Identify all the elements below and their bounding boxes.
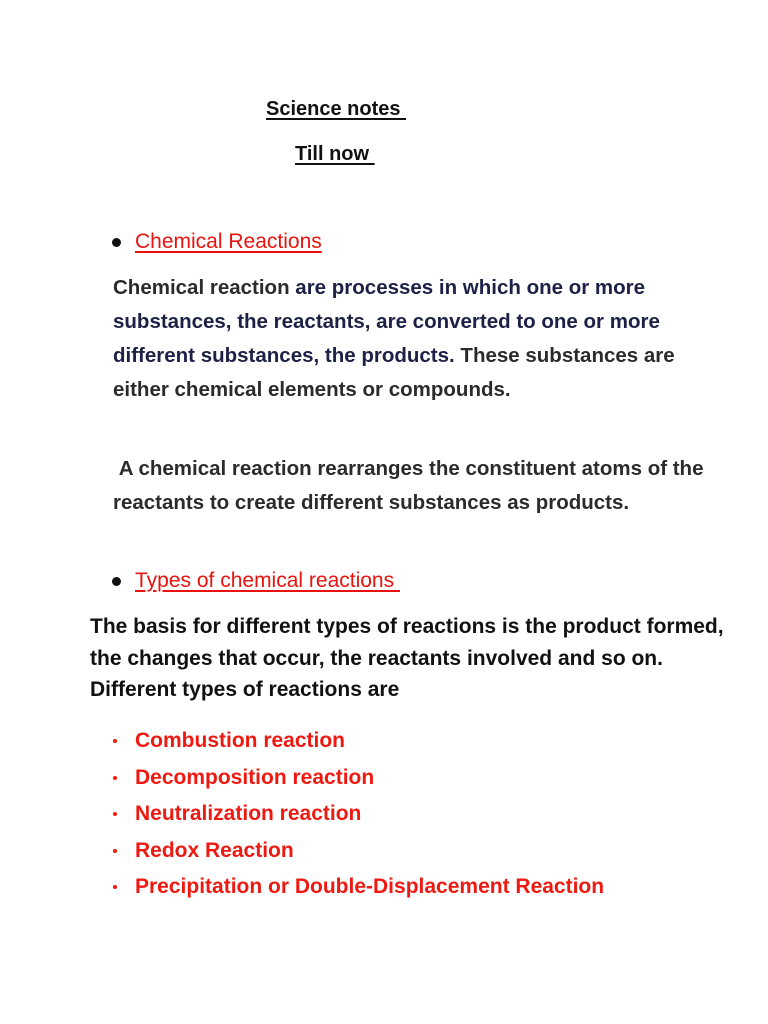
- rearrangement-paragraph: A chemical reaction rearranges the constituent atoms of the reactants to create different substances as products.: [113, 457, 710, 514]
- definition-part-1: Chemical reaction: [113, 276, 296, 299]
- bullet-icon: [113, 812, 117, 816]
- types-intro-paragraph: The basis for different types of reactions is the product formed, the changes that occur, the reactants involved and so on. Different types of reactions are: [90, 615, 724, 701]
- definition-paragraph: [113, 271, 713, 407]
- reaction-type-label: Precipitation or Double-Displacement Reaction: [135, 875, 605, 899]
- bullet-icon: [113, 739, 117, 743]
- bullet-icon: [112, 577, 121, 586]
- list-item: [113, 760, 604, 797]
- section-heading-row-chemical-reactions: [112, 230, 322, 254]
- reaction-type-label: Redox Reaction: [135, 838, 294, 862]
- page-subtitle: Till now: [295, 143, 375, 165]
- definition-part-3: These substances are either chemical elements or compounds.: [113, 344, 675, 401]
- bullet-icon: [112, 238, 121, 247]
- list-item: [113, 723, 604, 760]
- page-title: Science notes: [266, 98, 407, 120]
- definition-part-2: are processes in which one or more substances, the reactants, are converted to one or more different substances, the products.: [113, 276, 660, 367]
- section-heading-types-of-reactions: Types of chemical reactions: [135, 569, 400, 592]
- reaction-types-list: [113, 723, 604, 906]
- list-item: [113, 869, 604, 906]
- reaction-type-label: Combustion reaction: [135, 729, 346, 753]
- bullet-icon: [113, 885, 117, 889]
- section-heading-chemical-reactions: Chemical Reactions: [135, 230, 322, 253]
- list-item: [113, 796, 604, 833]
- list-item: [113, 833, 604, 870]
- reaction-type-label: Decomposition reaction: [135, 765, 375, 789]
- bullet-icon: [113, 776, 117, 780]
- section-heading-row-types: [112, 569, 400, 593]
- bullet-icon: [113, 849, 117, 853]
- reaction-type-label: Neutralization reaction: [135, 802, 362, 826]
